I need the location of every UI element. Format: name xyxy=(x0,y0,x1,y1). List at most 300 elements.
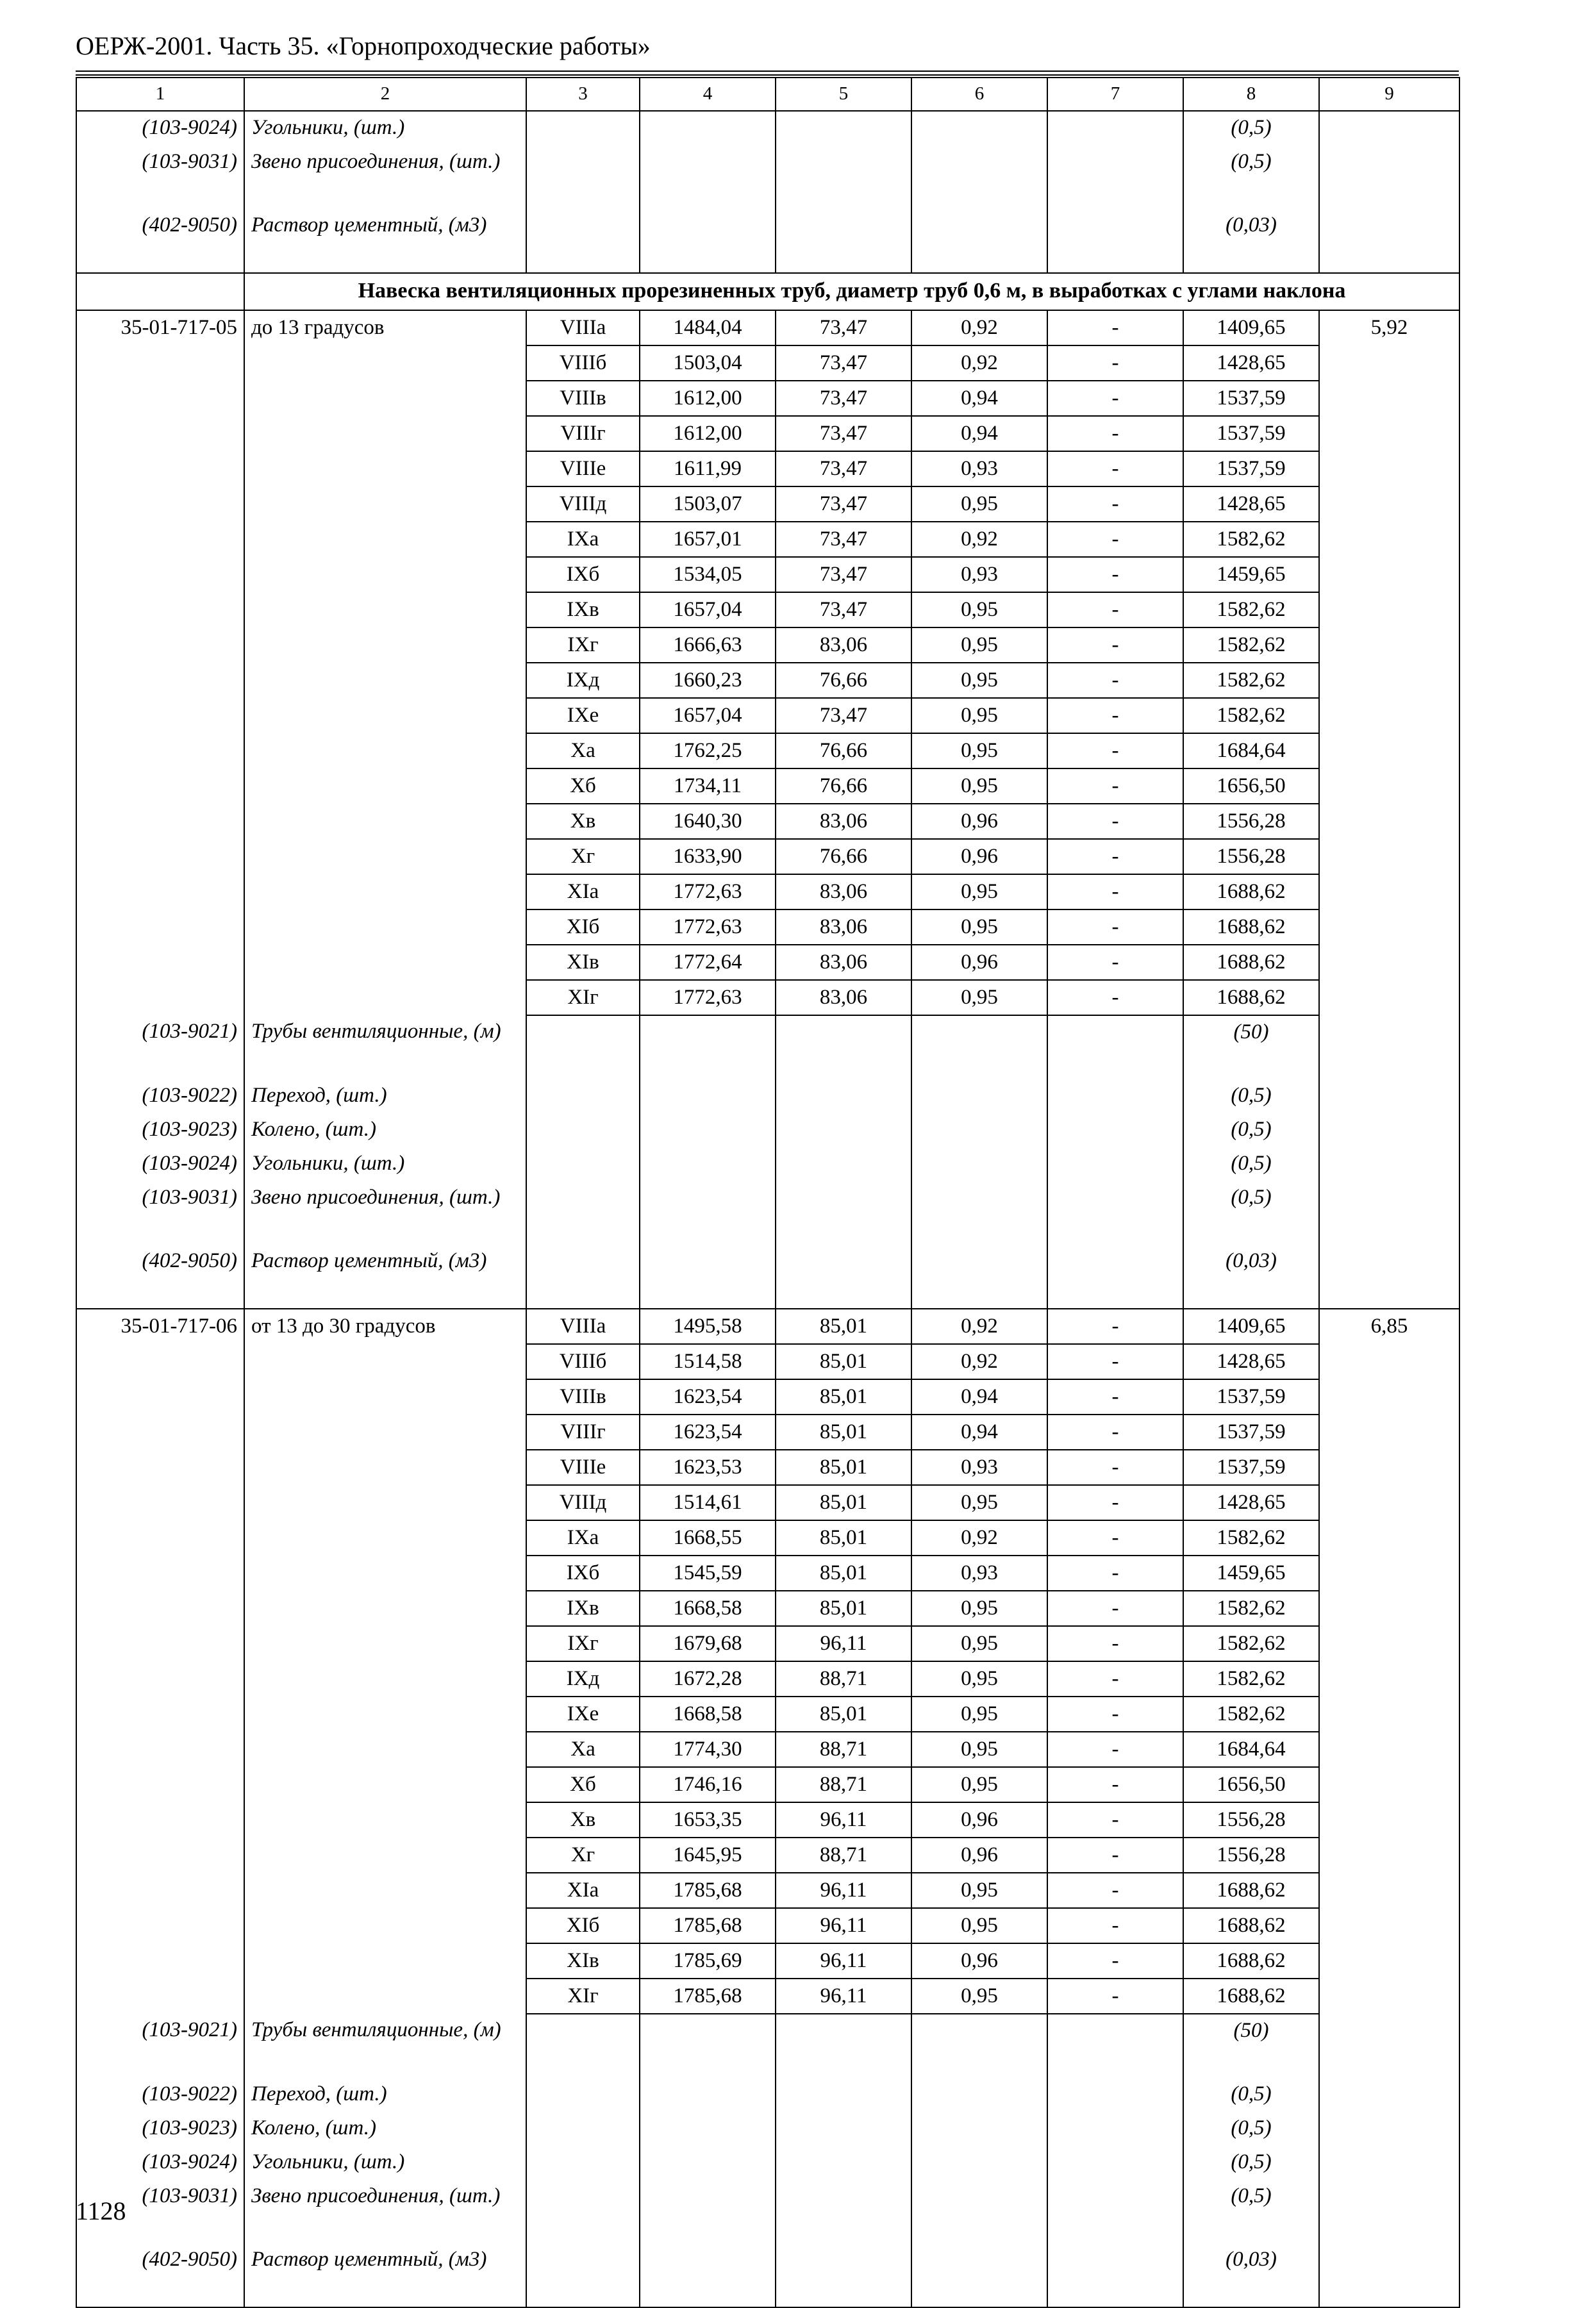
value-cell-4: 1772,63 xyxy=(640,874,776,909)
material-name: Раствор цементный, (м3) xyxy=(244,2243,526,2307)
empty-cell xyxy=(526,2146,640,2180)
empty-cell xyxy=(526,111,640,145)
empty-cell xyxy=(244,1450,526,1485)
value-cell-8: 1537,59 xyxy=(1183,451,1319,486)
empty-cell xyxy=(1319,1908,1459,1943)
empty-cell xyxy=(640,1245,776,1309)
value-cell-4: 1645,95 xyxy=(640,1838,776,1873)
value-cell-4: 1668,58 xyxy=(640,1591,776,1626)
value-cell-6: 0,95 xyxy=(911,627,1047,663)
value-cell-8: 1582,62 xyxy=(1183,1520,1319,1556)
value-cell-6: 0,95 xyxy=(911,980,1047,1015)
resource-row xyxy=(76,1379,1459,1415)
empty-cell xyxy=(76,1767,244,1802)
empty-cell xyxy=(244,522,526,557)
value-cell-6: 0,96 xyxy=(911,1802,1047,1838)
category-cell: VIIIб xyxy=(526,345,640,381)
empty-cell xyxy=(776,1015,911,1079)
empty-cell xyxy=(76,1943,244,1979)
resource-row xyxy=(76,945,1459,980)
value-cell-4: 1666,63 xyxy=(640,627,776,663)
value-cell-5: 83,06 xyxy=(776,945,911,980)
value-cell-4: 1623,54 xyxy=(640,1415,776,1450)
value-cell-5: 96,11 xyxy=(776,1626,911,1661)
resource-row xyxy=(76,1309,1459,1344)
value-cell-7: - xyxy=(1047,1415,1183,1450)
value-cell-6: 0,93 xyxy=(911,1556,1047,1591)
value-cell-8: 1459,65 xyxy=(1183,1556,1319,1591)
value-cell-7: - xyxy=(1047,592,1183,627)
empty-cell xyxy=(1319,1344,1459,1379)
empty-cell xyxy=(76,1802,244,1838)
category-cell: XIа xyxy=(526,874,640,909)
material-name: Трубы вентиляционные, (м) xyxy=(244,1015,526,1079)
category-cell: XIг xyxy=(526,1979,640,2014)
value-cell-4: 1545,59 xyxy=(640,1556,776,1591)
value-cell-6: 0,95 xyxy=(911,1873,1047,1908)
category-cell: VIIIб xyxy=(526,1344,640,1379)
empty-cell xyxy=(1319,1943,1459,1979)
material-code: (402-9050) xyxy=(76,1245,244,1309)
material-quantity: (0,5) xyxy=(1183,1147,1319,1181)
value-cell-5: 83,06 xyxy=(776,874,911,909)
value-cell-7: - xyxy=(1047,1802,1183,1838)
empty-cell xyxy=(1319,909,1459,945)
empty-cell xyxy=(911,1147,1047,1181)
empty-cell xyxy=(1047,1181,1183,1245)
resource-row xyxy=(76,1415,1459,1450)
value-cell-8: 1428,65 xyxy=(1183,1344,1319,1379)
resource-row xyxy=(76,345,1459,381)
value-cell-4: 1660,23 xyxy=(640,663,776,698)
category-cell: IXв xyxy=(526,592,640,627)
empty-cell xyxy=(244,627,526,663)
material-quantity: (0,5) xyxy=(1183,2180,1319,2243)
empty-cell xyxy=(1319,111,1459,145)
category-cell: IXд xyxy=(526,663,640,698)
material-row xyxy=(76,2078,1459,2112)
value-cell-5: 88,71 xyxy=(776,1661,911,1697)
empty-cell xyxy=(76,909,244,945)
empty-cell xyxy=(640,2078,776,2112)
resource-row xyxy=(76,768,1459,804)
value-cell-4: 1762,25 xyxy=(640,733,776,768)
value-cell-4: 1612,00 xyxy=(640,381,776,416)
value-cell-8: 1688,62 xyxy=(1183,945,1319,980)
value-cell-5: 76,66 xyxy=(776,839,911,874)
empty-cell xyxy=(1319,874,1459,909)
column-number: 9 xyxy=(1319,78,1459,111)
value-cell-7: - xyxy=(1047,768,1183,804)
empty-cell xyxy=(911,111,1047,145)
value-cell-7: - xyxy=(1047,909,1183,945)
value-cell-7: - xyxy=(1047,345,1183,381)
empty-cell xyxy=(1319,1661,1459,1697)
empty-cell xyxy=(526,2078,640,2112)
empty-cell xyxy=(244,874,526,909)
empty-cell xyxy=(1319,1379,1459,1415)
value-cell-6: 0,94 xyxy=(911,381,1047,416)
empty-cell xyxy=(244,1379,526,1415)
material-name: Угольники, (шт.) xyxy=(244,1147,526,1181)
material-code: (103-9024) xyxy=(76,111,244,145)
page-header: ОЕРЖ-2001. Часть 35. «Горнопроходческие работы» xyxy=(76,31,651,60)
material-quantity: (0,5) xyxy=(1183,145,1319,209)
category-cell: IXг xyxy=(526,1626,640,1661)
value-cell-7: - xyxy=(1047,1309,1183,1344)
value-cell-4: 1785,68 xyxy=(640,1979,776,2014)
empty-cell xyxy=(76,1415,244,1450)
material-code: (103-9031) xyxy=(76,2180,244,2243)
value-cell-8: 1582,62 xyxy=(1183,627,1319,663)
value-cell-4: 1484,04 xyxy=(640,310,776,345)
value-cell-6: 0,95 xyxy=(911,663,1047,698)
category-cell: IXб xyxy=(526,1556,640,1591)
empty-cell xyxy=(76,1450,244,1485)
value-cell-5: 73,47 xyxy=(776,416,911,451)
empty-cell xyxy=(1319,698,1459,733)
empty-cell xyxy=(76,874,244,909)
value-cell-7: - xyxy=(1047,663,1183,698)
category-cell: Xа xyxy=(526,1732,640,1767)
material-row xyxy=(76,2243,1459,2307)
value-cell-7: - xyxy=(1047,557,1183,592)
value-cell-6: 0,95 xyxy=(911,486,1047,522)
column-number-row xyxy=(76,78,1459,111)
empty-cell xyxy=(776,1147,911,1181)
empty-cell xyxy=(76,522,244,557)
value-cell-8: 1688,62 xyxy=(1183,874,1319,909)
value-cell-6: 0,95 xyxy=(911,1485,1047,1520)
empty-cell xyxy=(244,1767,526,1802)
value-cell-8: 1656,50 xyxy=(1183,1767,1319,1802)
category-cell: IXд xyxy=(526,1661,640,1697)
empty-cell xyxy=(911,1181,1047,1245)
empty-cell xyxy=(244,1520,526,1556)
material-code: (103-9031) xyxy=(76,1181,244,1245)
empty-cell xyxy=(911,1015,1047,1079)
empty-cell xyxy=(1319,1873,1459,1908)
empty-cell xyxy=(1319,145,1459,209)
empty-cell xyxy=(1319,1979,1459,2014)
value-cell-6: 0,95 xyxy=(911,1979,1047,2014)
category-cell: VIIIе xyxy=(526,1450,640,1485)
value-cell-4: 1534,05 xyxy=(640,557,776,592)
category-cell: XIг xyxy=(526,980,640,1015)
empty-cell xyxy=(1319,1520,1459,1556)
category-cell: VIIIг xyxy=(526,416,640,451)
resource-row xyxy=(76,1520,1459,1556)
value-cell-6: 0,95 xyxy=(911,1626,1047,1661)
value-cell-7: - xyxy=(1047,1556,1183,1591)
resource-row xyxy=(76,557,1459,592)
empty-cell xyxy=(1319,1113,1459,1147)
category-cell: VIIIг xyxy=(526,1415,640,1450)
value-cell-6: 0,93 xyxy=(911,451,1047,486)
material-code: (103-9022) xyxy=(76,2078,244,2112)
empty-cell xyxy=(76,451,244,486)
value-cell-6: 0,95 xyxy=(911,909,1047,945)
empty-cell xyxy=(526,1079,640,1113)
empty-cell xyxy=(1319,663,1459,698)
empty-cell xyxy=(244,486,526,522)
material-quantity: (50) xyxy=(1183,2014,1319,2078)
empty-cell xyxy=(640,2180,776,2243)
empty-cell xyxy=(911,2112,1047,2146)
category-cell: VIIIд xyxy=(526,1485,640,1520)
value-cell-5: 96,11 xyxy=(776,1802,911,1838)
value-cell-8: 1537,59 xyxy=(1183,416,1319,451)
empty-cell xyxy=(911,2243,1047,2307)
value-cell-7: - xyxy=(1047,1908,1183,1943)
empty-cell xyxy=(776,2243,911,2307)
resource-row xyxy=(76,486,1459,522)
value-cell-5: 73,47 xyxy=(776,522,911,557)
column-number: 3 xyxy=(526,78,640,111)
material-code: (103-9024) xyxy=(76,2146,244,2180)
value-cell-6: 0,95 xyxy=(911,698,1047,733)
column-number: 5 xyxy=(776,78,911,111)
value-cell-4: 1785,68 xyxy=(640,1908,776,1943)
material-name: Колено, (шт.) xyxy=(244,2112,526,2146)
value-cell-7: - xyxy=(1047,1697,1183,1732)
value-cell-5: 76,66 xyxy=(776,663,911,698)
value-cell-7: - xyxy=(1047,1485,1183,1520)
value-cell-5: 83,06 xyxy=(776,980,911,1015)
value-cell-6: 0,95 xyxy=(911,733,1047,768)
resource-row xyxy=(76,522,1459,557)
empty-cell xyxy=(776,1079,911,1113)
category-cell: Xв xyxy=(526,804,640,839)
category-cell: Xб xyxy=(526,1767,640,1802)
category-cell: VIIIв xyxy=(526,1379,640,1415)
material-code: (402-9050) xyxy=(76,209,244,273)
material-code: (103-9023) xyxy=(76,2112,244,2146)
material-quantity: (0,5) xyxy=(1183,2146,1319,2180)
category-cell: IXб xyxy=(526,557,640,592)
empty-cell xyxy=(76,1344,244,1379)
empty-cell xyxy=(244,1626,526,1661)
empty-cell xyxy=(76,627,244,663)
empty-cell xyxy=(776,145,911,209)
rate-code: 35-01-717-05 xyxy=(76,310,244,345)
value-cell-8: 1409,65 xyxy=(1183,310,1319,345)
empty-cell xyxy=(1319,2112,1459,2146)
value-cell-5: 88,71 xyxy=(776,1838,911,1873)
category-cell: IXе xyxy=(526,698,640,733)
value-cell-5: 88,71 xyxy=(776,1767,911,1802)
value-cell-8: 1684,64 xyxy=(1183,1732,1319,1767)
empty-cell xyxy=(1047,2180,1183,2243)
material-quantity: (0,03) xyxy=(1183,2243,1319,2307)
material-row xyxy=(76,145,1459,209)
rate-description: до 13 градусов xyxy=(244,310,526,345)
empty-cell xyxy=(1319,209,1459,273)
empty-cell xyxy=(76,945,244,980)
resource-row xyxy=(76,381,1459,416)
empty-cell xyxy=(1319,522,1459,557)
value-cell-7: - xyxy=(1047,1591,1183,1626)
empty-cell xyxy=(76,592,244,627)
empty-cell xyxy=(244,1415,526,1450)
empty-cell xyxy=(1319,768,1459,804)
resource-row xyxy=(76,1802,1459,1838)
empty-cell xyxy=(244,592,526,627)
value-cell-5: 96,11 xyxy=(776,1943,911,1979)
empty-cell xyxy=(244,839,526,874)
value-cell-5: 85,01 xyxy=(776,1450,911,1485)
value-cell-6: 0,93 xyxy=(911,1450,1047,1485)
empty-cell xyxy=(76,1873,244,1908)
value-cell-5: 88,71 xyxy=(776,1732,911,1767)
material-row xyxy=(76,1147,1459,1181)
category-cell: Xг xyxy=(526,1838,640,1873)
value-cell-7: - xyxy=(1047,1379,1183,1415)
value-cell-5: 85,01 xyxy=(776,1344,911,1379)
category-cell: VIIIа xyxy=(526,310,640,345)
value-cell-5: 85,01 xyxy=(776,1556,911,1591)
empty-cell xyxy=(76,1979,244,2014)
material-quantity: (0,5) xyxy=(1183,1113,1319,1147)
empty-cell xyxy=(76,733,244,768)
value-cell-5: 73,47 xyxy=(776,486,911,522)
value-cell-6: 0,95 xyxy=(911,1908,1047,1943)
value-cell-4: 1657,04 xyxy=(640,698,776,733)
value-cell-8: 1459,65 xyxy=(1183,557,1319,592)
empty-cell xyxy=(1319,1838,1459,1873)
value-cell-6: 0,92 xyxy=(911,345,1047,381)
value-cell-6: 0,95 xyxy=(911,874,1047,909)
empty-cell xyxy=(640,111,776,145)
empty-cell xyxy=(1047,1245,1183,1309)
value-cell-6: 0,92 xyxy=(911,310,1047,345)
value-cell-5: 73,47 xyxy=(776,310,911,345)
column-number: 2 xyxy=(244,78,526,111)
value-cell-4: 1623,53 xyxy=(640,1450,776,1485)
category-cell: XIв xyxy=(526,945,640,980)
value-cell-7: - xyxy=(1047,874,1183,909)
empty-cell xyxy=(244,1556,526,1591)
empty-cell xyxy=(1319,557,1459,592)
resource-row xyxy=(76,1626,1459,1661)
value-cell-6: 0,96 xyxy=(911,804,1047,839)
empty-cell xyxy=(1047,2078,1183,2112)
empty-cell xyxy=(1047,1079,1183,1113)
empty-cell xyxy=(640,1147,776,1181)
empty-cell xyxy=(776,2146,911,2180)
empty-cell xyxy=(244,698,526,733)
column-number: 7 xyxy=(1047,78,1183,111)
value-cell-4: 1746,16 xyxy=(640,1767,776,1802)
resource-row xyxy=(76,1943,1459,1979)
empty-cell xyxy=(1319,381,1459,416)
value-cell-4: 1657,01 xyxy=(640,522,776,557)
empty-cell xyxy=(1319,1732,1459,1767)
material-row xyxy=(76,1079,1459,1113)
resource-row xyxy=(76,733,1459,768)
empty-cell xyxy=(1319,1181,1459,1245)
empty-cell xyxy=(1319,1556,1459,1591)
empty-cell xyxy=(1319,1079,1459,1113)
material-row xyxy=(76,209,1459,273)
material-name: Раствор цементный, (м3) xyxy=(244,1245,526,1309)
header-rule-bottom xyxy=(76,74,1459,76)
empty-cell xyxy=(1319,451,1459,486)
value-cell-7: - xyxy=(1047,310,1183,345)
empty-cell xyxy=(1319,345,1459,381)
empty-cell xyxy=(244,1873,526,1908)
empty-cell xyxy=(911,145,1047,209)
empty-cell xyxy=(1319,1245,1459,1309)
empty-cell xyxy=(244,768,526,804)
section-title-row xyxy=(76,273,1459,310)
empty-cell xyxy=(76,486,244,522)
value-cell-6: 0,94 xyxy=(911,416,1047,451)
value-cell-8: 1688,62 xyxy=(1183,1873,1319,1908)
empty-cell xyxy=(1047,2112,1183,2146)
value-cell-8: 1582,62 xyxy=(1183,592,1319,627)
empty-cell xyxy=(244,381,526,416)
empty-cell xyxy=(911,1245,1047,1309)
material-code: (103-9022) xyxy=(76,1079,244,1113)
resource-row xyxy=(76,1979,1459,2014)
header-rule-top xyxy=(76,71,1459,72)
empty-cell xyxy=(244,1661,526,1697)
value-cell-6: 0,92 xyxy=(911,522,1047,557)
value-cell-4: 1772,64 xyxy=(640,945,776,980)
resource-row xyxy=(76,1732,1459,1767)
column-number: 1 xyxy=(76,78,244,111)
empty-cell xyxy=(640,1113,776,1147)
value-cell-4: 1772,63 xyxy=(640,980,776,1015)
value-cell-6: 0,92 xyxy=(911,1520,1047,1556)
material-quantity: (50) xyxy=(1183,1015,1319,1079)
value-cell-6: 0,95 xyxy=(911,768,1047,804)
resource-row xyxy=(76,698,1459,733)
empty-cell xyxy=(1047,111,1183,145)
column-number: 8 xyxy=(1183,78,1319,111)
material-row xyxy=(76,1181,1459,1245)
value-cell-5: 73,47 xyxy=(776,451,911,486)
empty-cell xyxy=(911,2180,1047,2243)
empty-cell xyxy=(1319,2078,1459,2112)
resource-row xyxy=(76,1838,1459,1873)
empty-cell xyxy=(244,1485,526,1520)
empty-cell xyxy=(76,345,244,381)
material-name: Звено присоединения, (шт.) xyxy=(244,1181,526,1245)
value-cell-8: 1556,28 xyxy=(1183,1802,1319,1838)
value-cell-8: 1537,59 xyxy=(1183,381,1319,416)
empty-cell xyxy=(76,1520,244,1556)
value-cell-5: 85,01 xyxy=(776,1520,911,1556)
empty-cell xyxy=(244,1591,526,1626)
empty-cell xyxy=(76,557,244,592)
value-cell-4: 1668,55 xyxy=(640,1520,776,1556)
empty-cell xyxy=(1319,1147,1459,1181)
empty-cell xyxy=(640,209,776,273)
category-cell: IXе xyxy=(526,1697,640,1732)
resource-row xyxy=(76,627,1459,663)
material-row xyxy=(76,2146,1459,2180)
empty-cell xyxy=(76,1661,244,1697)
empty-cell xyxy=(911,1113,1047,1147)
empty-cell xyxy=(640,2014,776,2078)
category-cell: IXа xyxy=(526,522,640,557)
material-quantity: (0,03) xyxy=(1183,209,1319,273)
value-cell-8: 1688,62 xyxy=(1183,980,1319,1015)
value-cell-5: 73,47 xyxy=(776,698,911,733)
value-cell-6: 0,96 xyxy=(911,1943,1047,1979)
